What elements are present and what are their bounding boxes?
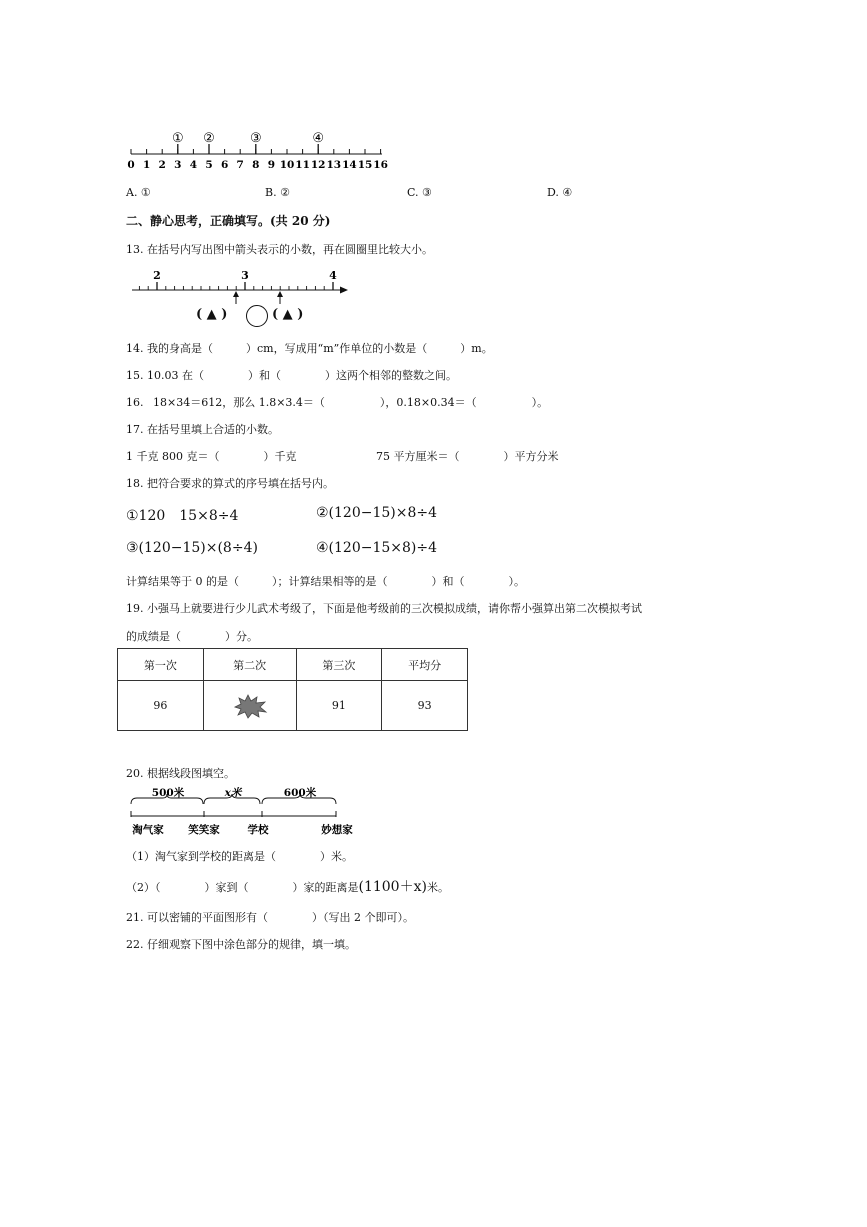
segment-label-500: 500米: [151, 787, 185, 799]
table-cell-covered: [203, 681, 296, 731]
q18-text: 18. 把符合要求的算式的序号填在括号内。: [126, 477, 334, 490]
ruler-tick-label: 4: [189, 159, 198, 171]
ruler-tick-label: 16: [373, 159, 388, 171]
q18-expr-4: ④(120−15×8)÷4: [316, 540, 438, 556]
q13-number-line: [126, 266, 356, 330]
q17-text: 17. 在括号里填上合适的小数。: [126, 423, 279, 436]
q15-text: 15. 10.03 在（ ）和（ ）这两个相邻的整数之间。: [126, 369, 457, 382]
ruler-tick-label: 0: [127, 159, 135, 171]
table-header-cell: 第二次: [203, 649, 296, 681]
q20-text: 20. 根据线段图填空。: [126, 767, 235, 780]
q13-blank-left: ( ▲ ): [196, 307, 228, 322]
ruler-tick-label: 1: [142, 159, 151, 171]
ruler-marker-label: ③: [249, 131, 262, 146]
q22-text: 22. 仔细观察下图中涂色部分的规律，填一填。: [126, 938, 356, 951]
table-row: [118, 681, 468, 731]
q16-given: 18×34＝612: [153, 396, 223, 409]
q13-label-2: 2: [153, 269, 161, 282]
q20-sub2-expr: (1100＋x): [358, 879, 427, 895]
q12-option-b: B. ②: [265, 186, 290, 199]
q13-label-4: 4: [329, 269, 337, 282]
table-header-row: [118, 649, 468, 681]
segment-label-600: 600米: [283, 787, 317, 799]
segment-label-x: x米: [224, 787, 242, 799]
q16-text: [126, 394, 548, 410]
table-header-cell: 平均分: [382, 649, 468, 681]
q12-option-a: A. ①: [126, 186, 151, 199]
ruler-tick-label: 12: [310, 159, 326, 171]
place-label-school: 学校: [247, 824, 269, 836]
ruler-tick-label: 6: [220, 159, 229, 171]
ink-blot-icon: [232, 693, 268, 719]
ruler-tick-label: 5: [205, 159, 213, 171]
q16-prefix: 16.: [126, 396, 144, 409]
ruler-tick-label: 7: [236, 159, 244, 171]
place-label-taoqi: 淘气家: [132, 824, 164, 836]
q20-sub2-unit: 米。: [426, 881, 449, 894]
q19-line2: 的成绩是（ ）分。: [126, 630, 258, 643]
ruler-marker-label: ②: [203, 131, 215, 146]
q18-expr-2: ②(120−15)×8÷4: [316, 505, 438, 521]
q16-rest: ，那么 1.8×3.4＝（ ），0.18×0.34＝（ ）。: [222, 396, 549, 409]
q18-answer: 计算结果等于 0 的是（ ）；计算结果相等的是（ ）和（ ）。: [126, 575, 525, 588]
q20-sub1: （1）淘气家到学校的距离是（ ）米。: [126, 850, 353, 863]
table-header-cell: 第三次: [296, 649, 382, 681]
q20-segment-diagram: [126, 786, 366, 840]
q19-line1: 19. 小强马上就要进行少儿武术考级了，下面是他考级前的三次模拟成绩，请你帮小强算出第二次模拟考试: [126, 602, 642, 615]
q18-expr-3: ③(120−15)×(8÷4): [126, 540, 258, 556]
q13-arrow-left: [233, 291, 239, 304]
ruler-tick-label: 15: [357, 159, 373, 171]
ruler-tick-label: 14: [342, 159, 357, 171]
ruler-tick-label: 13: [326, 159, 342, 171]
table-header-cell: 第一次: [118, 649, 204, 681]
q19-score-table: [117, 648, 468, 731]
q14-text: 14. 我的身高是（ ）cm，写成用“m”作单位的小数是（ ）m。: [126, 342, 493, 355]
q12-option-c: C. ③: [407, 186, 432, 199]
q13-label-3: 3: [241, 269, 249, 282]
ruler-tick-label: 2: [158, 159, 166, 171]
place-label-xiaoxiao: 笑笑家: [188, 824, 220, 836]
q13-arrow-right: [277, 291, 283, 304]
q13-compare-circle: [245, 304, 269, 328]
ruler-marker-label: ①: [171, 131, 184, 146]
place-label-miaoxiang: 妙想家: [321, 824, 353, 836]
ruler-marker-label: ④: [312, 131, 325, 146]
ruler-tick-label: 8: [252, 159, 260, 171]
q17-left: 1 千克 800 克＝（ ）千克: [126, 450, 297, 463]
table-cell: 93: [382, 681, 468, 731]
top-number-line: [120, 128, 390, 176]
q21-text: 21. 可以密铺的平面图形有（ ）（写出 2 个即可）。: [126, 911, 414, 924]
q18-expr-1: ①120 15×8÷4: [126, 508, 239, 524]
section2-heading: 二、静心思考，正确填写。(共 20 分): [126, 214, 331, 228]
ruler-tick-label: 3: [174, 159, 182, 171]
q13-text: 13. 在括号内写出图中箭头表示的小数，再在圆圈里比较大小。: [126, 243, 433, 256]
q12-option-d: D. ④: [547, 186, 573, 199]
q13-blank-right: ( ▲ ): [272, 307, 304, 322]
q20-sub2: [126, 876, 449, 896]
ruler-tick-label: 9: [267, 159, 276, 171]
q20-sub2-text: （2）（ ）家到（ ）家的距离是: [126, 881, 359, 894]
ruler-tick-label: 11: [295, 159, 310, 171]
q17-right: 75 平方厘米＝（ ）平方分米: [376, 450, 559, 463]
table-cell: 96: [118, 681, 204, 731]
ruler-tick-label: 10: [279, 159, 295, 171]
table-cell: 91: [296, 681, 382, 731]
